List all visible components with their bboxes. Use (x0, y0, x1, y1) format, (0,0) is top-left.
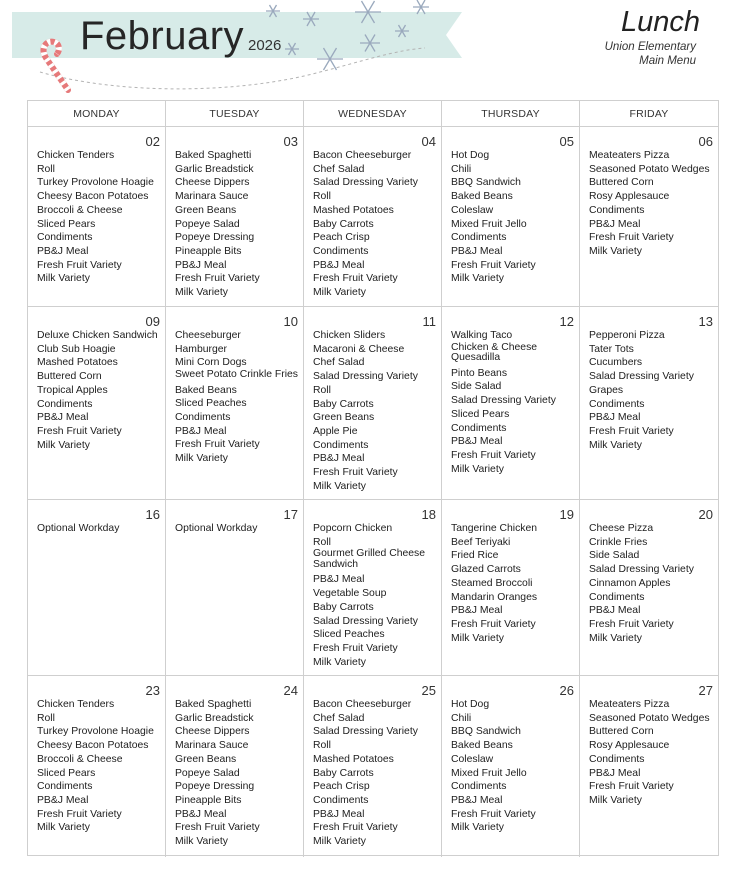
menu-item: BBQ Sandwich (451, 726, 521, 738)
menu-item: Milk Variety (175, 287, 228, 299)
menu-item: Milk Variety (589, 794, 642, 806)
menu-item: Buttered Corn (37, 371, 102, 383)
menu-item: PB&J Meal (37, 794, 89, 806)
menu-item: Vegetable Soup (313, 588, 387, 600)
menu-item: Baked Beans (451, 740, 513, 752)
menu-item: Milk Variety (451, 273, 504, 285)
menu-item: Cinnamon Apples (589, 577, 671, 589)
menu-item: Milk Variety (451, 463, 504, 475)
menu-item: Mashed Potatoes (37, 357, 118, 369)
menu-item: Milk Variety (451, 822, 504, 834)
menu-item: Milk Variety (37, 439, 90, 451)
menu-item: Salad Dressing Variety (451, 395, 556, 407)
menu-item: Milk Variety (313, 836, 366, 848)
menu-list (451, 698, 574, 835)
menu-list (313, 149, 436, 300)
menu-item: Milk Variety (589, 439, 642, 451)
menu-item: Optional Workday (37, 523, 120, 534)
menu-item: Milk Variety (589, 632, 642, 644)
day-cell (28, 307, 166, 500)
menu-item: Grapes (589, 384, 624, 396)
menu-item: Fresh Fruit Variety (313, 642, 398, 654)
menu-item: Salad Dressing Variety (313, 615, 418, 627)
weekday-header: MONDAY (28, 101, 166, 127)
menu-item: Condiments (37, 781, 93, 793)
menu-item: Peach Crisp (313, 232, 370, 244)
day-number: 25 (421, 683, 436, 698)
day-cell (442, 676, 580, 857)
day-cell (166, 127, 304, 307)
day-cell (580, 127, 718, 307)
menu-item: Mini Corn Dogs (175, 357, 247, 369)
menu-item: Bacon Cheeseburger (313, 150, 412, 161)
menu-item: Seasoned Potato Wedges (589, 163, 710, 175)
menu-item: Sliced Pears (37, 218, 96, 230)
menu-item: Cheese Dippers (175, 177, 250, 189)
day-number: 10 (283, 314, 298, 329)
menu-item: Garlic Breadstick (175, 163, 254, 175)
weekday-header: THURSDAY (442, 101, 580, 127)
menu-item: Condiments (451, 781, 507, 793)
menu-item: PB&J Meal (589, 218, 641, 230)
menu-list (589, 522, 713, 645)
menu-list (313, 698, 436, 849)
menu-item: Fresh Fruit Variety (451, 259, 536, 271)
menu-item: Baby Carrots (313, 218, 374, 230)
menu-item: Rosy Applesauce (589, 740, 670, 752)
menu-item: PB&J Meal (589, 605, 641, 617)
menu-item: Condiments (313, 245, 369, 257)
menu-item: Popeye Dressing (175, 232, 255, 244)
menu-item: Turkey Provolone Hoagie (37, 177, 154, 189)
menu-item: Baby Carrots (313, 601, 374, 613)
menu-item: Pineapple Bits (175, 794, 242, 806)
menu-item: Fresh Fruit Variety (175, 822, 260, 834)
menu-list (589, 149, 713, 259)
menu-item: Fresh Fruit Variety (313, 273, 398, 285)
menu-item: Chicken Sliders (313, 330, 386, 341)
menu-item: Popeye Salad (175, 218, 240, 230)
menu-item: PB&J Meal (451, 794, 503, 806)
menu-item: Condiments (589, 591, 645, 603)
menu-item: Salad Dressing Variety (589, 564, 694, 576)
menu-item: Sweet Potato Crinkle Fries (175, 369, 299, 381)
menu-item: Chili (451, 163, 472, 175)
menu-item: Marinara Sauce (175, 740, 249, 752)
menu-list (37, 698, 160, 835)
menu-item: Popcorn Chicken (313, 523, 393, 534)
menu-item: Popeye Dressing (175, 781, 255, 793)
menu-item: Seasoned Potato Wedges (589, 712, 710, 724)
menu-item: Condiments (313, 439, 369, 451)
day-cell (28, 676, 166, 857)
menu-item: Sliced Peaches (313, 629, 385, 641)
day-cell (166, 500, 304, 676)
menu-item: Hamburger (175, 343, 227, 355)
menu-item: Side Salad (451, 381, 502, 393)
menu-item: Green Beans (175, 753, 237, 765)
menu-item: Baked Beans (451, 191, 513, 203)
menu-item: PB&J Meal (451, 245, 503, 257)
day-number: 20 (698, 507, 713, 522)
menu-item: Baked Spaghetti (175, 699, 252, 710)
menu-item: Salad Dressing Variety (313, 371, 418, 383)
day-cell (304, 307, 442, 500)
menu-item: Beef Teriyaki (451, 536, 511, 548)
menu-item: Milk Variety (37, 822, 90, 834)
menu-item: Green Beans (175, 204, 237, 216)
menu-item: Roll (313, 191, 331, 203)
menu-name: Main Menu (639, 55, 696, 67)
menu-item: Tropical Apples (37, 384, 108, 396)
menu-item: Hot Dog (451, 150, 490, 161)
menu-item: PB&J Meal (589, 767, 641, 779)
menu-item: Sliced Peaches (175, 398, 247, 410)
menu-item: Salad Dressing Variety (313, 726, 418, 738)
menu-item: Chicken & Cheese Quesadilla (451, 341, 538, 364)
menu-list (313, 522, 436, 669)
menu-item: Fresh Fruit Variety (589, 232, 674, 244)
menu-item: Pinto Beans (451, 367, 508, 379)
day-cell (304, 127, 442, 307)
menu-item: Cheese Dippers (175, 726, 250, 738)
menu-item: Fresh Fruit Variety (37, 259, 122, 271)
menu-item: Cucumbers (589, 357, 643, 369)
menu-list (175, 698, 298, 849)
menu-item: Mashed Potatoes (313, 753, 394, 765)
menu-list (175, 329, 298, 466)
menu-item: Fresh Fruit Variety (175, 273, 260, 285)
menu-item: Cheeseburger (175, 330, 241, 341)
menu-item: Condiments (175, 412, 231, 424)
menu-item: Condiments (589, 398, 645, 410)
menu-item: Chicken Tenders (37, 150, 115, 161)
day-number: 19 (559, 507, 574, 522)
menu-item: Broccoli & Cheese (37, 753, 123, 765)
menu-item: Roll (37, 163, 55, 175)
menu-item: Salad Dressing Variety (589, 371, 694, 383)
menu-item: Buttered Corn (589, 177, 654, 189)
menu-item: Condiments (37, 398, 93, 410)
menu-item: Fried Rice (451, 550, 499, 562)
menu-item: Bacon Cheeseburger (313, 699, 412, 710)
menu-item: Chili (451, 712, 472, 724)
day-number: 11 (422, 314, 436, 329)
menu-item: Roll (37, 712, 55, 724)
year-label: 2026 (248, 37, 282, 54)
menu-item: Condiments (37, 232, 93, 244)
menu-item: Milk Variety (175, 836, 228, 848)
menu-item: Fresh Fruit Variety (37, 425, 122, 437)
menu-list (37, 149, 160, 286)
menu-item: Mixed Fruit Jello (451, 218, 527, 230)
menu-list (589, 698, 713, 808)
menu-item: Glazed Carrots (451, 564, 521, 576)
menu-item: Roll (313, 536, 331, 548)
day-number: 17 (283, 507, 298, 522)
menu-item: Roll (313, 384, 331, 396)
day-number: 23 (145, 683, 160, 698)
menu-item: Milk Variety (589, 245, 642, 257)
menu-item: Fresh Fruit Variety (589, 618, 674, 630)
menu-item: Mandarin Oranges (451, 591, 538, 603)
calendar-grid (27, 100, 719, 856)
menu-list (313, 329, 436, 493)
menu-item: Cheesy Bacon Potatoes (37, 191, 149, 203)
day-cell (580, 500, 718, 676)
day-number: 03 (283, 134, 298, 149)
menu-item: Fresh Fruit Variety (589, 425, 674, 437)
month-title: February (80, 14, 245, 58)
day-cell (580, 307, 718, 500)
menu-item: PB&J Meal (37, 412, 89, 424)
menu-item: Condiments (589, 204, 645, 216)
menu-item: PB&J Meal (37, 245, 89, 257)
day-cell (28, 500, 166, 676)
menu-item: Broccoli & Cheese (37, 204, 123, 216)
menu-item: Popeye Salad (175, 767, 240, 779)
menu-item: Fresh Fruit Variety (451, 808, 536, 820)
menu-item: PB&J Meal (313, 453, 365, 465)
menu-item: Condiments (589, 753, 645, 765)
menu-item: Coleslaw (451, 204, 494, 216)
day-number: 09 (145, 314, 160, 329)
day-cell (442, 500, 580, 676)
menu-item: Baby Carrots (313, 398, 374, 410)
menu-list (589, 329, 713, 452)
day-number: 05 (559, 134, 574, 149)
menu-item: Hot Dog (451, 699, 490, 710)
menu-item: Condiments (451, 232, 507, 244)
menu-list (451, 522, 574, 645)
menu-item: Gourmet Grilled Cheese Sandwich (313, 548, 426, 570)
weekday-header: WEDNESDAY (304, 101, 442, 127)
menu-item: Mixed Fruit Jello (451, 767, 527, 779)
menu-item: Steamed Broccoli (451, 577, 533, 589)
menu-item: Fresh Fruit Variety (313, 467, 398, 479)
day-cell (442, 307, 580, 500)
menu-item: Milk Variety (313, 656, 366, 668)
menu-item: Salad Dressing Variety (313, 177, 418, 189)
menu-item: Optional Workday (175, 523, 258, 534)
menu-list (451, 149, 574, 286)
day-number: 13 (698, 314, 713, 329)
day-cell (166, 307, 304, 500)
menu-item: PB&J Meal (451, 605, 503, 617)
menu-item: Turkey Provolone Hoagie (37, 726, 154, 738)
menu-item: Fresh Fruit Variety (175, 439, 260, 451)
menu-item: Peach Crisp (313, 781, 370, 793)
menu-item: Fresh Fruit Variety (451, 449, 536, 461)
menu-item: Baby Carrots (313, 767, 374, 779)
day-cell (304, 500, 442, 676)
menu-item: Buttered Corn (589, 726, 654, 738)
menu-item: Milk Variety (313, 480, 366, 492)
menu-item: Walking Taco (451, 330, 513, 341)
menu-item: Milk Variety (175, 453, 228, 465)
menu-list (175, 149, 298, 300)
menu-item: PB&J Meal (313, 808, 365, 820)
menu-list (37, 329, 160, 452)
menu-item: Side Salad (589, 550, 640, 562)
day-cell (304, 676, 442, 857)
day-cell (580, 676, 718, 857)
day-number: 02 (145, 134, 160, 149)
menu-item: Chef Salad (313, 357, 365, 369)
menu-item: Fresh Fruit Variety (313, 822, 398, 834)
menu-item: Deluxe Chicken Sandwich (37, 330, 158, 341)
menu-item: PB&J Meal (175, 808, 227, 820)
menu-item: Sliced Pears (451, 408, 510, 420)
menu-item: Milk Variety (313, 287, 366, 299)
weekday-header: TUESDAY (166, 101, 304, 127)
menu-item: Fresh Fruit Variety (589, 781, 674, 793)
weekday-header: FRIDAY (580, 101, 718, 127)
day-number: 18 (421, 507, 436, 522)
menu-item: Tater Tots (589, 343, 634, 355)
menu-item: Milk Variety (37, 273, 90, 285)
menu-item: PB&J Meal (175, 425, 227, 437)
menu-item: Baked Beans (175, 384, 237, 396)
menu-item: Tangerine Chicken (451, 523, 538, 534)
school-info (605, 40, 696, 68)
menu-item: Fresh Fruit Variety (37, 808, 122, 820)
menu-item: Milk Variety (451, 632, 504, 644)
day-cell (442, 127, 580, 307)
day-number: 24 (283, 683, 298, 698)
menu-item: Marinara Sauce (175, 191, 249, 203)
menu-item: Macaroni & Cheese (313, 343, 405, 355)
menu-item: Mashed Potatoes (313, 204, 394, 216)
menu-item: Chef Salad (313, 712, 365, 724)
menu-list (451, 329, 574, 476)
menu-item: Club Sub Hoagie (37, 343, 116, 355)
day-number: 12 (559, 314, 574, 329)
menu-item: Rosy Applesauce (589, 191, 670, 203)
menu-list (175, 522, 298, 536)
menu-item: Green Beans (313, 412, 375, 424)
menu-item: PB&J Meal (589, 412, 641, 424)
menu-item: PB&J Meal (175, 259, 227, 271)
menu-item: Roll (313, 740, 331, 752)
menu-item: PB&J Meal (313, 259, 365, 271)
menu-item: Crinkle Fries (589, 536, 648, 548)
menu-list (37, 522, 160, 536)
menu-item: Garlic Breadstick (175, 712, 254, 724)
day-number: 27 (698, 683, 713, 698)
menu-item: Baked Spaghetti (175, 150, 252, 161)
menu-item: Chicken Tenders (37, 699, 115, 710)
menu-item: Condiments (451, 422, 507, 434)
menu-item: Sliced Pears (37, 767, 96, 779)
day-cell (166, 676, 304, 857)
menu-title: Lunch (620, 6, 700, 38)
menu-item: Apple Pie (313, 425, 358, 437)
school-name: Union Elementary (604, 41, 696, 53)
day-number: 06 (698, 134, 713, 149)
menu-item: PB&J Meal (313, 574, 365, 586)
menu-item: PB&J Meal (451, 436, 503, 448)
day-number: 04 (421, 134, 436, 149)
menu-item: Cheese Pizza (589, 523, 654, 534)
day-number: 16 (145, 507, 160, 522)
day-cell (28, 127, 166, 307)
menu-item: Cheesy Bacon Potatoes (37, 740, 149, 752)
menu-item: Coleslaw (451, 753, 494, 765)
menu-item: Chef Salad (313, 163, 365, 175)
menu-item: BBQ Sandwich (451, 177, 521, 189)
menu-item: Pepperoni Pizza (589, 330, 665, 341)
menu-item: Fresh Fruit Variety (451, 618, 536, 630)
menu-item: Pineapple Bits (175, 245, 242, 257)
day-number: 26 (559, 683, 574, 698)
menu-item: Condiments (313, 794, 369, 806)
menu-item: Meateaters Pizza (589, 699, 670, 710)
menu-item: Meateaters Pizza (589, 150, 670, 161)
